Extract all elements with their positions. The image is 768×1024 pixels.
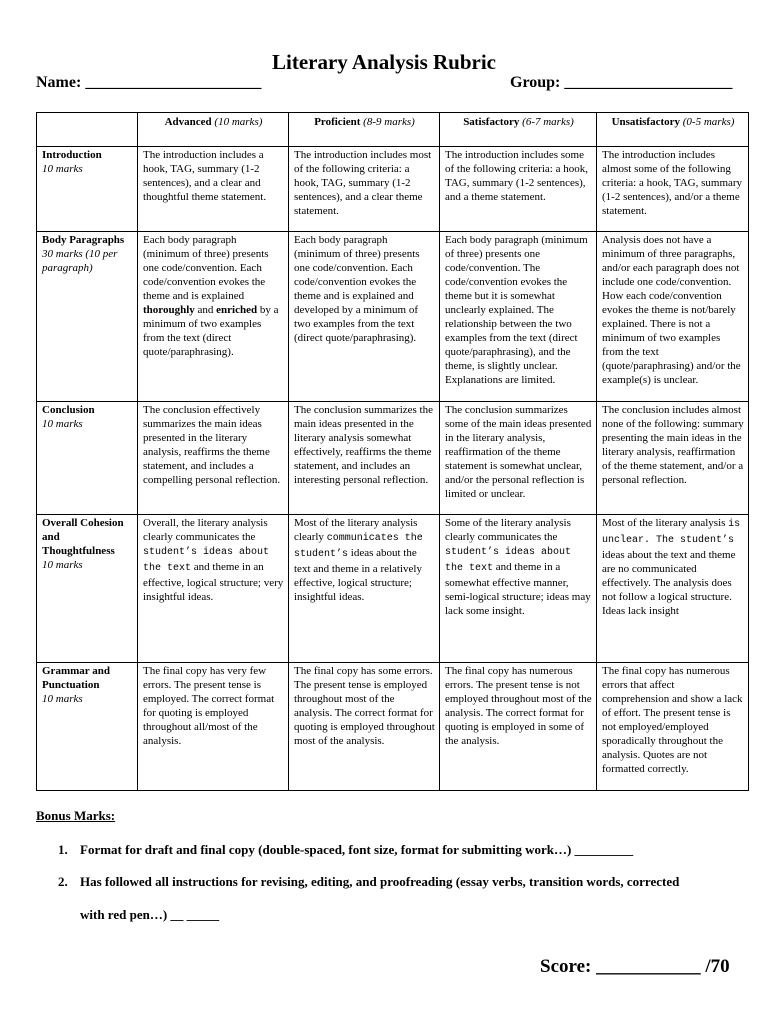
rubric-cell: The conclusion summarizes some of the main ideas presented in the literary analysis, reaffirmation of the theme statement is somewhat unclear, and/or the personal reflection is limited or unclear. — [440, 402, 597, 515]
table-row — [37, 402, 749, 515]
header-proficient: Proficient (8-9 marks) — [289, 113, 440, 147]
rubric-cell: Each body paragraph (minimum of three) presents one code/convention. The code/convention evokes the theme but it is somewhat unclearly explained. The relationship between the two examples from the text (direct quote/paraphrasing), and the theme, is slightly unclear. Explanations are limited. — [440, 232, 597, 402]
rubric-cell: The introduction includes almost some of the following criteria: a hook, TAG, summary (1-2 sentences), and/or a theme statement. — [597, 147, 749, 232]
bonus-item-2-continuation: with red pen…) __ _____ — [80, 907, 220, 922]
rubric-cell: Some of the literary analysis clearly communicates the student’s ideas about the text and theme in a somewhat effective manner, semi-logical structure; ideas may lack some insight. — [440, 515, 597, 663]
rubric-cell: The final copy has numerous errors. The present tense is not employed throughout most of the analysis. The correct format for quoting is employed in some of the analysis. — [440, 663, 597, 791]
rubric-cell: Most of the literary analysis is unclear. The student’s ideas about the text and theme are no communicated effectively. The analysis does not follow a logical structure. Ideas lack insight — [597, 515, 749, 663]
bonus-item-2: 2. Has followed all instructions for revising, editing, and proofreading (essay verbs, transition words, corrected — [58, 874, 680, 889]
header-satisfactory: Satisfactory (6-7 marks) — [440, 113, 597, 147]
rubric-cell: The introduction includes a hook, TAG, summary (1-2 sentences), and a clear and thoughtful theme statement. — [138, 147, 289, 232]
rubric-cell: The final copy has numerous errors that affect comprehension and show a lack of effort. The present tense is not employed/employed sporadically throughout the analysis. Quotes are not formatted correctly. — [597, 663, 749, 791]
header-row — [37, 113, 749, 147]
criterion-cell: Introduction 10 marks — [37, 147, 138, 232]
criterion-cell: Body Paragraphs 30 marks (10 per paragraph) — [37, 232, 138, 402]
table-row — [37, 232, 749, 402]
group-field-label: Group: _____________________ — [510, 74, 733, 91]
rubric-cell: Most of the literary analysis clearly communicates the student’s ideas about the text and theme in a relatively effective, logical structure; insightful ideas. — [289, 515, 440, 663]
bonus-item-1: 1. Format for draft and final copy (double-spaced, font size, format for submitting work…) _________ — [58, 842, 634, 857]
criterion-cell: Grammar and Punctuation 10 marks — [37, 663, 138, 791]
rubric-cell: Each body paragraph (minimum of three) presents one code/convention. Each code/convention evokes the theme and is explained and developed by a minimum of two examples from the text (direct quote/paraphrasing). — [289, 232, 440, 402]
table-row — [37, 147, 749, 232]
name-field-label: Name: ______________________ — [36, 74, 262, 91]
rubric-cell: Each body paragraph (minimum of three) presents one code/convention. Each code/convention evokes the theme and is explained thoroughly and enriched by a minimum of two examples from the text (direct quote/paraphrasing). — [138, 232, 289, 402]
table-row — [37, 663, 749, 791]
rubric-cell: The conclusion includes almost none of the following: summary presenting the main ideas in the literary analysis, reaffirmation of the theme statement, and/or a personal reflection. — [597, 402, 749, 515]
bonus-heading: Bonus Marks: — [36, 808, 116, 823]
rubric-cell: The introduction includes most of the following criteria: a hook, TAG, summary (1-2 sentences), and a clear theme statement. — [289, 147, 440, 232]
rubric-cell: The final copy has some errors. The present tense is employed throughout most of the analysis. The correct format for quoting is employed throughout most of the analysis. — [289, 663, 440, 791]
header-advanced: Advanced (10 marks) — [138, 113, 289, 147]
rubric-cell: The conclusion summarizes the main ideas presented in the literary analysis somewhat effectively, reaffirms the theme statement, and includes an interesting personal reflection. — [289, 402, 440, 515]
criterion-cell: Conclusion 10 marks — [37, 402, 138, 515]
rubric-cell: The final copy has very few errors. The present tense is employed. The correct format for quoting is employed throughout all/most of the analysis. — [138, 663, 289, 791]
header-unsatisfactory: Unsatisfactory (0-5 marks) — [597, 113, 749, 147]
criterion-cell: Overall Cohesion and Thoughtfulness 10 marks — [37, 515, 138, 663]
rubric-cell: The introduction includes some of the following criteria: a hook, TAG, summary (1-2 sentences), and a theme statement. — [440, 147, 597, 232]
table-row — [37, 515, 749, 663]
rubric-cell: Overall, the literary analysis clearly communicates the student’s ideas about the text and theme in an effective, logical structure; very insightful ideas. — [138, 515, 289, 663]
page-title: Literary Analysis Rubric — [272, 50, 496, 74]
rubric-table — [36, 112, 749, 791]
score-line: Score: ___________ /70 — [540, 956, 730, 977]
rubric-cell: Analysis does not have a minimum of three paragraphs, and/or each paragraph does not include one code/convention. How each code/convention evokes the theme is not/barely explained. There is not a minimum of two examples from the text (quote/paraphrasing) and/or the example(s) is unclear. — [597, 232, 749, 402]
rubric-cell: The conclusion effectively summarizes the main ideas presented in the literary analysis, reaffirms the theme statement, and includes a compelling personal reflection. — [138, 402, 289, 515]
header-blank-cell — [37, 113, 138, 147]
